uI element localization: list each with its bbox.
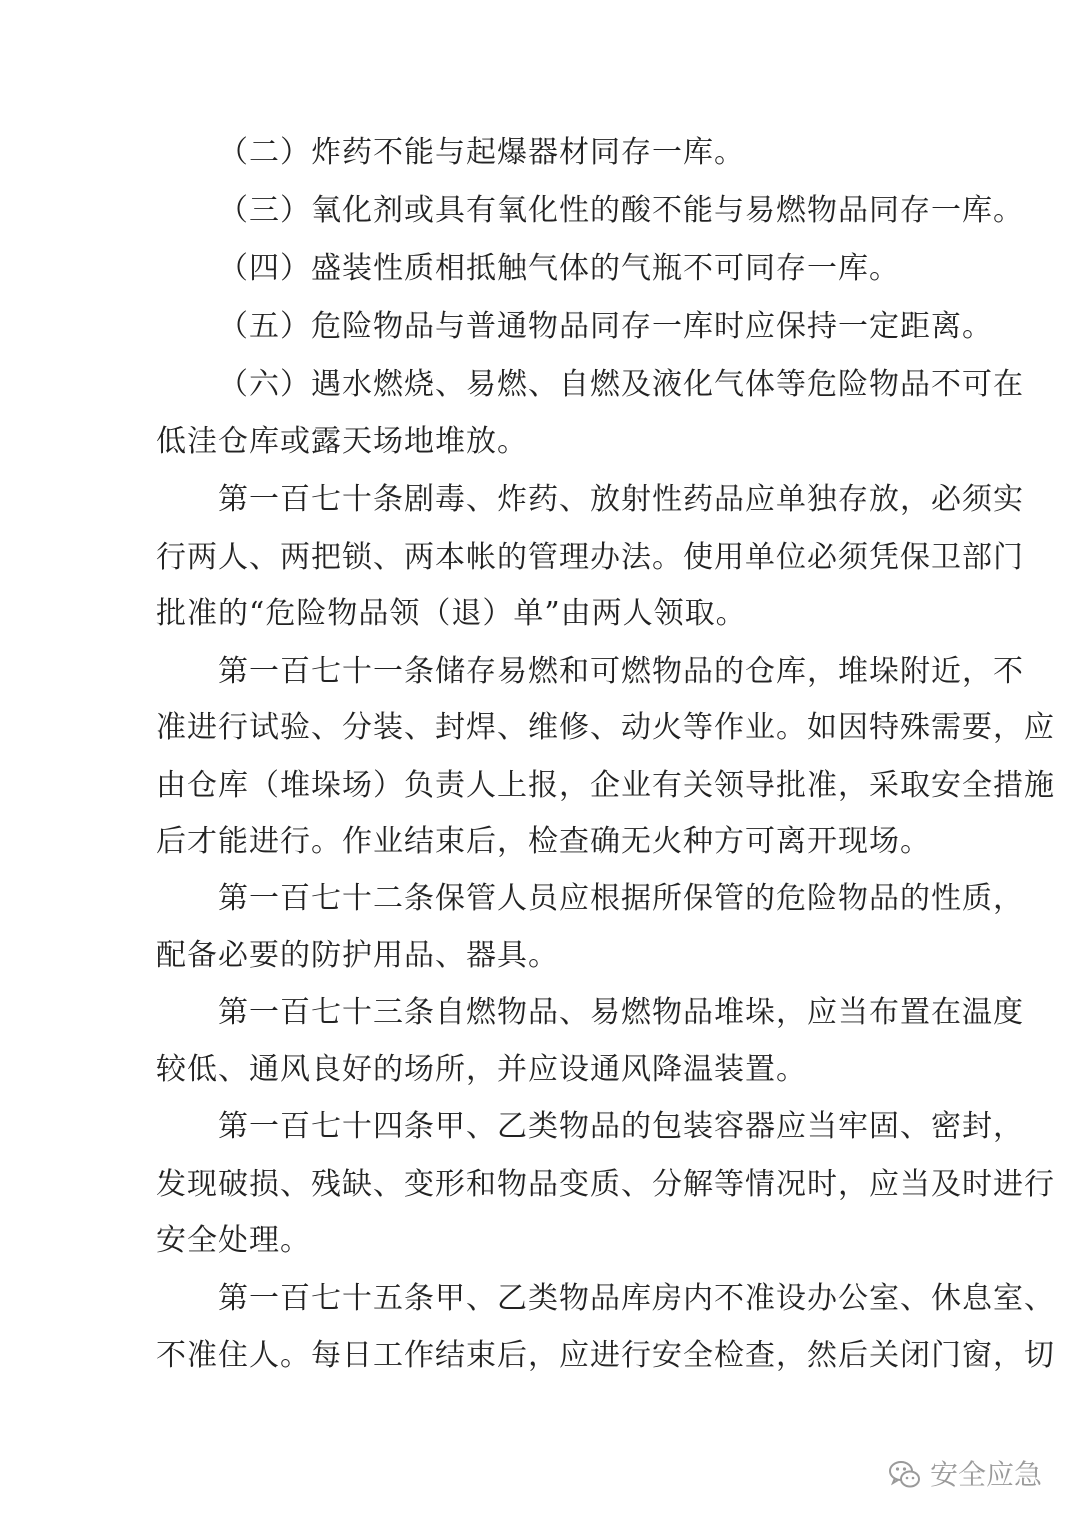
line-4: （五）危险物品与普通物品同存一库时应保持一定距离。 (218, 309, 993, 344)
line-16: 第一百七十三条自燃物品、易燃物品堆垛，应当布置在温度 (218, 995, 1024, 1030)
line-11: 准进行试验、分装、封焊、维修、动火等作业。如因特殊需要，应 (156, 710, 1055, 745)
line-13: 后才能进行。作业结束后，检查确无火种方可离开现场。 (156, 824, 931, 859)
line-12: 由仓库（堆垛场）负责人上报，企业有关领导批准，采取安全措施 (156, 768, 1055, 803)
line-20: 安全处理。 (156, 1223, 311, 1258)
line-14: 第一百七十二条保管人员应根据所保管的危险物品的性质， (218, 881, 1024, 916)
line-3: （四）盛装性质相抵触气体的气瓶不可同存一库。 (218, 251, 900, 286)
line-17: 较低、通风良好的场所，并应设通风降温装置。 (156, 1052, 807, 1087)
line-18: 第一百七十四条甲、乙类物品的包装容器应当牢固、密封， (218, 1109, 1024, 1144)
line-8: 行两人、两把锁、两本帐的管理办法。使用单位必须凭保卫部门 (156, 540, 1024, 575)
line-10: 第一百七十一条储存易燃和可燃物品的仓库，堆垛附近，不 (218, 654, 1024, 689)
wechat-icon (888, 1458, 922, 1492)
watermark-text: 安全应急 (929, 1458, 1042, 1491)
watermark (888, 1455, 1042, 1495)
line-21: 第一百七十五条甲、乙类物品库房内不准设办公室、休息室、 (218, 1281, 1055, 1316)
line-22: 不准住人。每日工作结束后，应进行安全检查，然后关闭门窗，切 (156, 1338, 1055, 1373)
line-2: （三）氧化剂或具有氧化性的酸不能与易燃物品同存一库。 (218, 193, 1024, 228)
line-19: 发现破损、残缺、变形和物品变质、分解等情况时，应当及时进行 (156, 1167, 1055, 1202)
line-6: 低洼仓库或露天场地堆放。 (156, 424, 528, 459)
line-5: （六）遇水燃烧、易燃、自燃及液化气体等危险物品不可在 (218, 367, 1024, 402)
line-15: 配备必要的防护用品、器具。 (156, 938, 559, 973)
line-7: 第一百七十条剧毒、炸药、放射性药品应单独存放，必须实 (218, 482, 1024, 517)
line-9: 批准的“危险物品领（退）单”由两人领取。 (156, 596, 747, 631)
line-1: （二）炸药不能与起爆器材同存一库。 (218, 135, 745, 170)
